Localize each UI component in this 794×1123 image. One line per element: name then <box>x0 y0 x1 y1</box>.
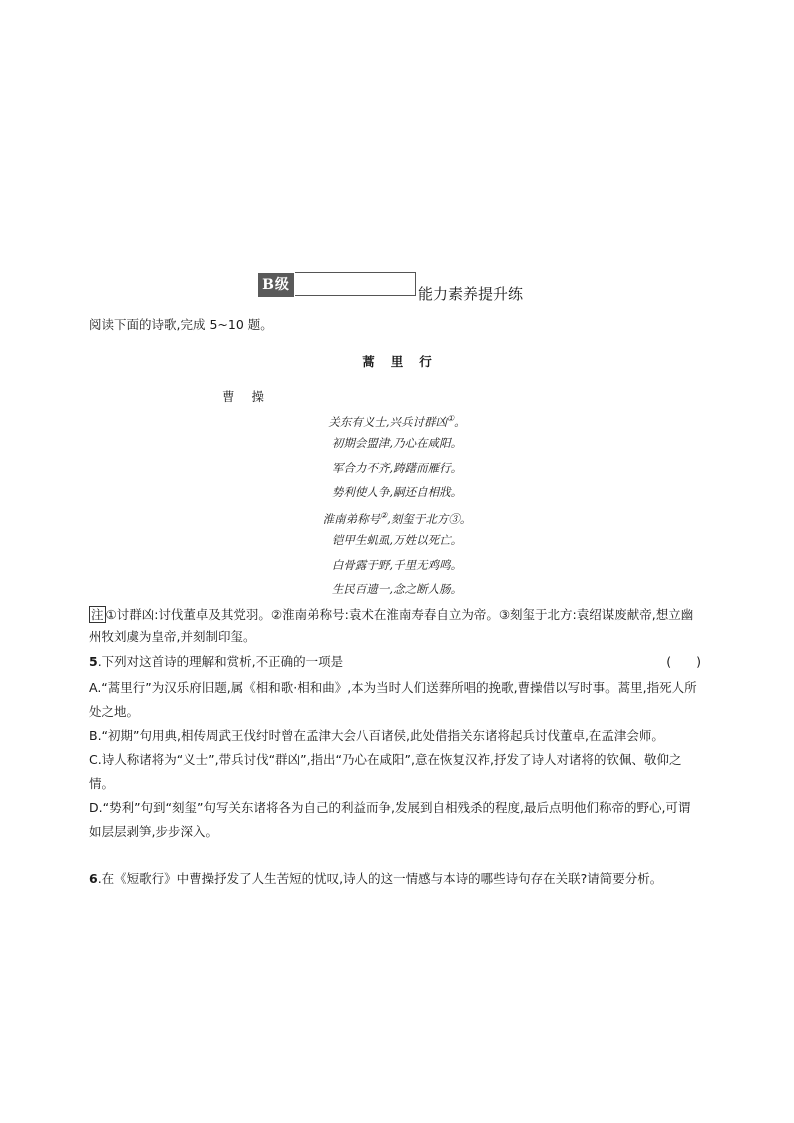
question-number: 5 <box>89 654 98 669</box>
poem-line: 铠甲生虮虱,万姓以死亡。 <box>331 533 463 548</box>
poem-line: 军合力不齐,踌躇而雁行。 <box>331 460 463 475</box>
poem-title: 蒿里行 <box>362 354 448 369</box>
reading-instruction: 阅读下面的诗歌,完成 5~10 题。 <box>89 317 273 332</box>
poem-line: 势利使人争,嗣还自相戕。 <box>331 484 463 499</box>
level-badge: B级 <box>258 273 294 297</box>
question-number: 6 <box>89 871 98 886</box>
note-mark: 注 <box>91 607 104 622</box>
question-5-options <box>89 676 701 844</box>
option-b: B.“初期”句用典,相传周武王伐纣时曾在孟津大会八百诸侯,此处借指关东诸将起兵讨伐董卓,在孟津会师。 <box>89 728 664 743</box>
answer-bracket: ( ) <box>666 654 701 669</box>
poem-notes <box>89 604 701 648</box>
section-title: 能力素养提升练 <box>418 285 524 303</box>
poem-line: 关东有义士,兴兵讨群凶①。 <box>328 414 466 429</box>
poem-line: 白骨露于野,千里无鸡鸣。 <box>331 557 463 572</box>
option-d: D.“势利”句到“刻玺”句写关东诸将各为自己的利益而争,发展到自相残杀的程度,最后点明他们称帝的野心,可谓如层层剥笋,步步深入。 <box>89 800 691 839</box>
poem-author: 曹操 <box>222 389 282 404</box>
poem-line: 初期会盟津,乃心在咸阳。 <box>331 436 463 451</box>
option-a: A.“蒿里行”为汉乐府旧题,属《相和歌·相和曲》,本为当时人们送葬所唱的挽歌,曹操借以写时事。蒿里,指死人所处之地。 <box>89 680 697 719</box>
question-6: 6.在《短歌行》中曹操抒发了人生苦短的忧叹,诗人的这一情感与本诗的哪些诗句存在关联?请简要分析。 <box>89 871 663 886</box>
note-text: ①讨群凶:讨伐董卓及其党羽。②淮南弟称号:袁术在淮南寿春自立为帝。③刻玺于北方:袁绍谋废献帝,想立幽州牧刘虞为皇帝,并刻制印玺。 <box>89 607 694 644</box>
poem-line: 生民百遗一,念之断人肠。 <box>331 582 463 597</box>
option-c: C.诗人称诸将为“义士”,带兵讨伐“群凶”,指出“乃心在咸阳”,意在恢复汉祚,抒发了诗人对诸将的钦佩、敬仰之情。 <box>89 752 682 791</box>
poem-body <box>260 410 534 604</box>
poem-line: 淮南弟称号②,刻玺于北方③。 <box>322 511 472 527</box>
level-box <box>295 272 416 296</box>
question-5-stem: 5.下列对这首诗的理解和赏析,不正确的一项是 ( ) <box>89 652 701 672</box>
